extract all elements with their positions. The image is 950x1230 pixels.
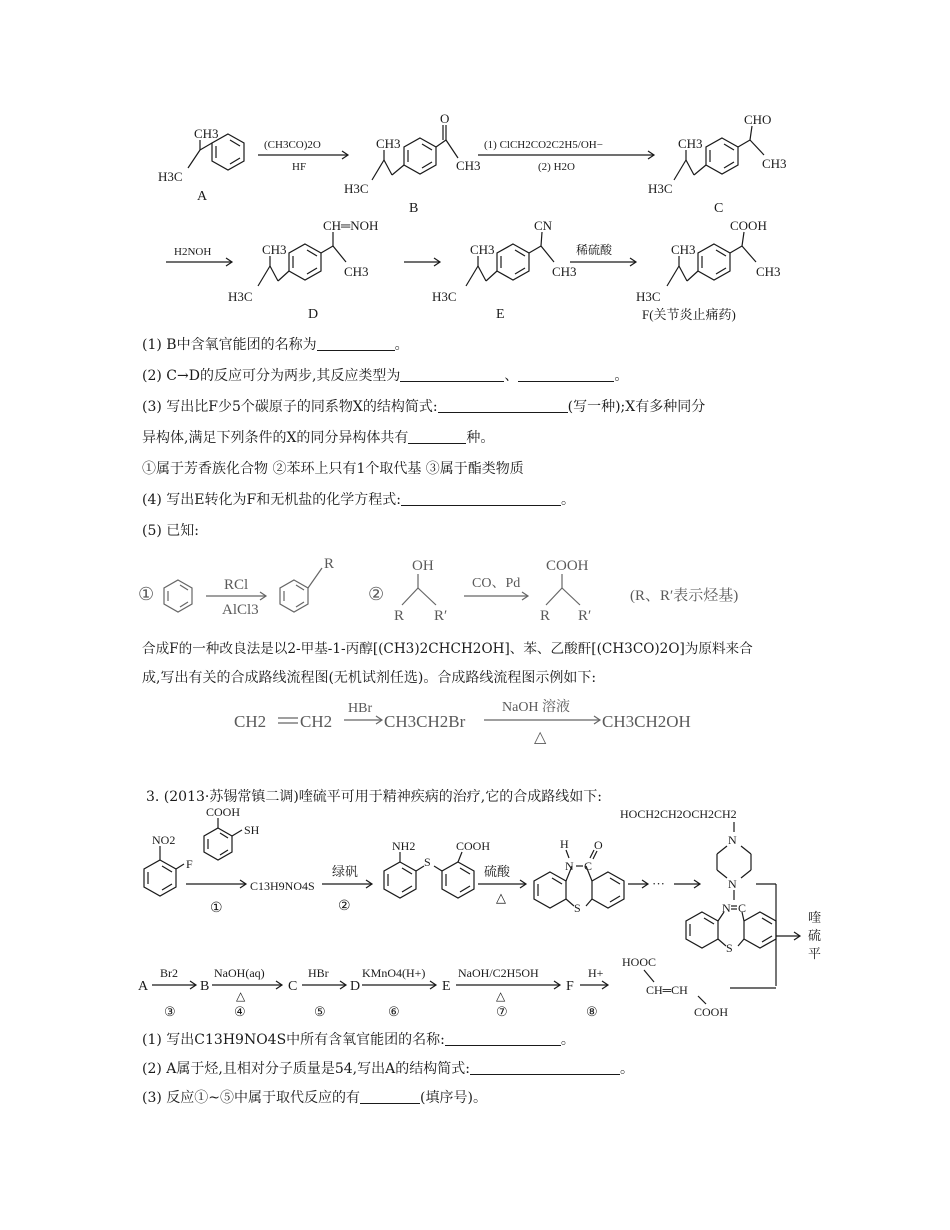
example-naoh: NaOH 溶液	[502, 700, 571, 715]
ch3-label: CH3	[194, 126, 219, 141]
ch3-label: CH3	[376, 136, 401, 151]
liusuan-label: 硫酸	[484, 864, 511, 879]
r-prime-label: R′	[578, 608, 592, 624]
arrow-a-to-b	[258, 139, 348, 173]
h3c-label: H3C	[636, 289, 661, 304]
answer-blank[interactable]	[408, 429, 466, 444]
n-label: N	[728, 877, 737, 891]
ch3-label: CH3	[756, 264, 781, 279]
ch3-label: CH3	[671, 242, 696, 257]
carbonyl-o: O	[440, 111, 450, 126]
reagent-ef: 稀硫酸	[576, 243, 613, 257]
p3-question-1: (1) 写出C13H9NO4S中所有含氧官能团的名称: 。	[142, 1032, 575, 1048]
q-num: (2)	[142, 1061, 162, 1077]
reagent-cd: H2NOH	[174, 246, 212, 258]
compound-e: E	[442, 979, 451, 994]
compound-d: D	[350, 979, 361, 994]
compound-d	[228, 218, 378, 322]
route1	[144, 805, 821, 986]
arrow-d-to-e	[404, 258, 440, 266]
ch3-label: CH3	[552, 264, 577, 279]
compound-c	[648, 112, 787, 216]
side-chain-label: HOCH2CH2OCH2CH2	[620, 807, 737, 821]
q-num: (2)	[142, 368, 162, 384]
step-4: ④	[234, 1004, 246, 1019]
answer-blank[interactable]	[317, 336, 395, 351]
known-2-marker: ②	[368, 584, 385, 604]
example-ch3ch2oh: CH3CH2OH	[602, 712, 691, 731]
answer-blank[interactable]	[445, 1031, 561, 1046]
r-label: R	[540, 608, 551, 624]
n-label: N	[565, 859, 574, 873]
q-num: (3)	[142, 1090, 162, 1106]
h3c-label: H3C	[158, 169, 183, 184]
product-char-3: 平	[808, 946, 822, 961]
reagent-bc-bottom: (2) H2O	[538, 161, 575, 173]
cooh-label: COOH	[206, 805, 241, 819]
ch3-label: CH3	[470, 242, 495, 257]
nh2-label: NH2	[392, 839, 416, 853]
compound-c-label: C	[714, 201, 724, 216]
arrow-e-to-f	[570, 242, 636, 266]
compound-f-label: F(关节炎止痛药)	[642, 307, 736, 322]
q-text: 写出比F少5个碳原子的同系物X的结构简式:	[166, 399, 438, 415]
cho-label: CHO	[744, 112, 772, 127]
c-label: C	[738, 901, 747, 915]
compound-f	[636, 218, 781, 322]
route2	[138, 955, 776, 1019]
formula-label: C13H9NO4S	[250, 879, 315, 893]
kmno4-label: KMnO4(H+)	[362, 966, 426, 980]
known-1-marker: ①	[138, 584, 155, 604]
q-num: (3)	[142, 399, 162, 415]
compound-e	[432, 218, 577, 322]
q-num: (1)	[142, 1032, 162, 1048]
step-1: ①	[210, 901, 223, 916]
q-text: B中含氧官能团的名称为	[166, 337, 317, 353]
p2-synthesis-line-2: 成,写出有关的合成路线流程图(无机试剂任选)。合成路线流程图示例如下:	[142, 670, 597, 686]
step-7: ⑦	[496, 1004, 508, 1019]
compound-b: B	[200, 979, 210, 994]
ch3-label: CH3	[344, 264, 369, 279]
q-num: (5)	[142, 523, 162, 539]
product-char-1: 喹	[808, 910, 822, 925]
ch3-label: CH3	[762, 156, 787, 171]
r-label: R	[394, 608, 405, 624]
arrow-b-to-c	[478, 139, 654, 173]
product-char-2: 硫	[808, 928, 822, 943]
known-reactions	[138, 556, 738, 624]
q-num: (4)	[142, 492, 162, 508]
h3c-label: H3C	[344, 181, 369, 196]
ch-ch-label: CH═CH	[646, 983, 688, 997]
ch-noh-label: CH═NOH	[323, 218, 379, 233]
no2-label: NO2	[152, 833, 176, 847]
step-6: ⑥	[388, 1004, 400, 1019]
arrow-c-to-d	[166, 246, 232, 266]
lvfan-label: 绿矾	[332, 864, 359, 879]
example-route	[234, 698, 691, 746]
p2-question-1: (1) B中含氧官能团的名称为 。	[142, 337, 409, 353]
c-label: C	[584, 859, 593, 873]
n-label: N	[728, 833, 737, 847]
p3-question-3: (3) 反应①~⑤中属于取代反应的有 (填序号)。	[142, 1090, 487, 1106]
compound-a	[158, 126, 244, 204]
q-text: 写出C13H9NO4S中所有含氧官能团的名称:	[166, 1032, 445, 1048]
compound-c: C	[288, 979, 298, 994]
p2-synthesis-line-1: 合成F的一种改良法是以2-甲基-1-丙醇[(CH3)2CHCH2OH]、苯、乙酸酐[(CH3CO)2O]为原料来合	[142, 641, 753, 657]
co-pd-label: CO、Pd	[472, 576, 521, 591]
hplus-label: H+	[588, 966, 604, 980]
cooh-label: COOH	[730, 218, 767, 233]
q-num: (1)	[142, 337, 162, 353]
p2-question-5	[142, 521, 199, 541]
compound-d-label: D	[308, 307, 319, 322]
example-hbr: HBr	[348, 701, 373, 716]
q-text: A属于烃,且相对分子质量是54,写出A的结构简式:	[166, 1061, 470, 1077]
s-label: S	[574, 901, 581, 915]
p2-question-2: (2) C→D的反应可分为两步,其反应类型为 、 。	[142, 368, 629, 384]
example-delta: △	[534, 729, 547, 746]
compound-e-label: E	[496, 307, 505, 322]
compound-a: A	[138, 979, 149, 994]
r-prime-label: R′	[434, 608, 448, 624]
naoh-eth-label: NaOH/C2H5OH	[458, 966, 539, 980]
reagent-bc-top: (1) ClCH2CO2C2H5/OH−	[484, 139, 603, 151]
s-label: S	[726, 941, 733, 955]
delta-label: △	[496, 989, 506, 1003]
example-ch3ch2br: CH3CH2Br	[384, 712, 466, 731]
rcl-label: RCl	[224, 577, 249, 593]
s-label: S	[424, 855, 431, 869]
reagent-ab-top: (CH3CO)2O	[264, 139, 321, 151]
hooc-label: HOOC	[622, 955, 657, 969]
example-ch2-right: CH2	[300, 712, 333, 731]
compound-b-label: B	[409, 201, 419, 216]
q-text: 已知:	[166, 523, 200, 539]
p2-conditions: ①属于芳香族化合物 ②苯环上只有1个取代基 ③属于酯类物质	[142, 461, 524, 477]
step-3: ③	[164, 1004, 176, 1019]
answer-blank[interactable]	[518, 367, 614, 382]
compound-f: F	[566, 979, 574, 994]
delta-label: △	[496, 890, 506, 905]
q-text: 写出E转化为F和无机盐的化学方程式:	[166, 492, 401, 508]
p2-question-3-line2: 异构体,满足下列条件的X的同分异构体共有 种。	[142, 430, 495, 446]
alcl3-label: AlCl3	[222, 602, 259, 618]
step-8: ⑧	[586, 1004, 598, 1019]
cn-label: CN	[534, 218, 553, 233]
n-label: N	[722, 901, 731, 915]
answer-blank[interactable]	[470, 1060, 620, 1075]
cooh-label: COOH	[456, 839, 491, 853]
delta-label: △	[236, 989, 246, 1003]
oh-label: OH	[412, 558, 434, 574]
dots-label: ···	[652, 876, 665, 891]
example-ch2-left: CH2	[234, 712, 267, 731]
answer-blank[interactable]	[401, 491, 561, 506]
hbr-label: HBr	[308, 966, 329, 980]
p2-question-4: (4) 写出E转化为F和无机盐的化学方程式: 。	[142, 492, 575, 508]
answer-blank[interactable]	[360, 1089, 420, 1104]
ch3-label: CH3	[456, 158, 481, 173]
p3-question-2: (2) A属于烃,且相对分子质量是54,写出A的结构简式: 。	[142, 1061, 634, 1077]
naoh-aq-label: NaOH(aq)	[214, 966, 265, 980]
q-text: C→D的反应可分为两步,其反应类型为	[166, 368, 401, 384]
ch3-label: CH3	[262, 242, 287, 257]
compound-a-label: A	[197, 189, 208, 204]
compound-b	[344, 111, 481, 216]
h3c-label: H3C	[648, 181, 673, 196]
p3-intro: 3. (2013·苏锡常镇二调)喹硫平可用于精神疾病的治疗,它的合成路线如下:	[146, 789, 602, 805]
answer-blank[interactable]	[438, 398, 568, 413]
sh-label: SH	[244, 823, 260, 837]
h3c-label: H3C	[228, 289, 253, 304]
step-2: ②	[338, 899, 351, 914]
step-5: ⑤	[314, 1004, 326, 1019]
f-label: F	[186, 857, 193, 871]
ch3-label: CH3	[678, 136, 703, 151]
cooh-label: COOH	[546, 558, 589, 574]
h-label: H	[560, 837, 569, 851]
h3c-label: H3C	[432, 289, 457, 304]
reagent-ab-bottom: HF	[292, 161, 307, 173]
br2-label: Br2	[160, 966, 178, 980]
r-label: R	[324, 556, 335, 572]
p2-question-3: (3) 写出比F少5个碳原子的同系物X的结构简式: (写一种);X有多种同分	[142, 399, 706, 415]
q-text: 反应①~⑤中属于取代反应的有	[166, 1090, 361, 1106]
o-label: O	[594, 838, 603, 852]
answer-blank[interactable]	[400, 367, 504, 382]
cooh-label: COOH	[694, 1005, 729, 1019]
note-label: (R、R′表示烃基)	[630, 588, 739, 604]
